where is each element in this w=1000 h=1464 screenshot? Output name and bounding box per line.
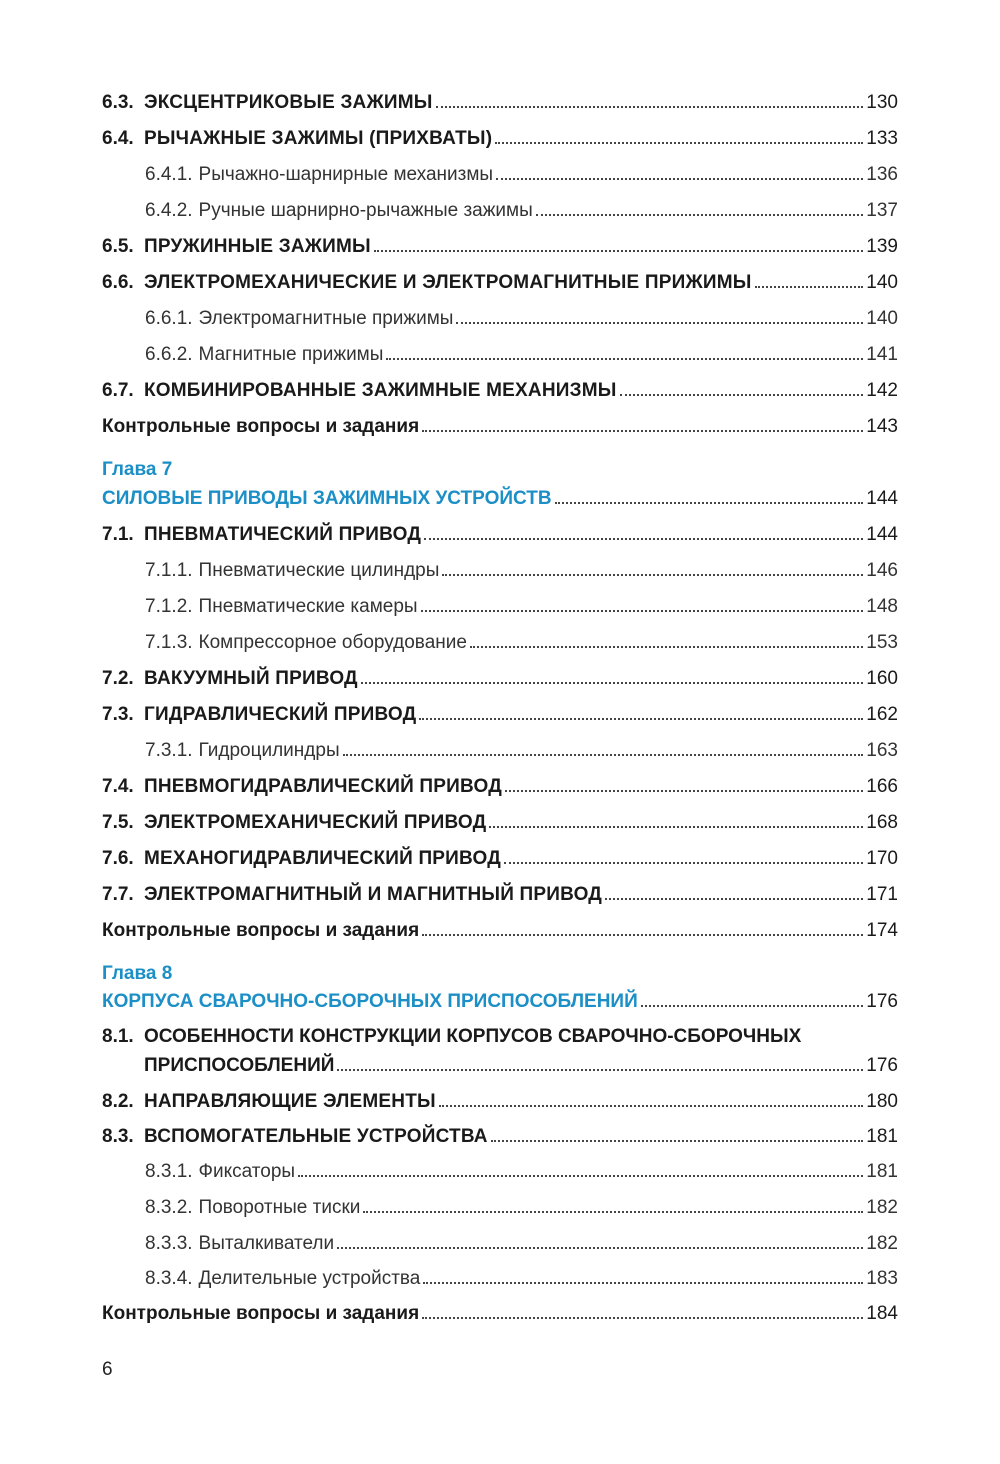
toc-entry-6-3[interactable] <box>102 91 898 115</box>
subsection-number: 8.3.4. <box>145 1268 193 1289</box>
section-number: 7.3. <box>102 704 134 725</box>
section-title: ГИДРАВЛИЧЕСКИЙ ПРИВОД <box>144 704 417 725</box>
page-ref: 181 <box>866 1161 898 1182</box>
dot-leader <box>491 1140 864 1142</box>
subsection-number: 8.3.3. <box>145 1233 193 1254</box>
dot-leader <box>423 1282 863 1284</box>
toc-entry-chapter-8[interactable] <box>102 990 898 1014</box>
page-ref: 146 <box>866 560 898 581</box>
section-title: МЕХАНОГИДРАВЛИЧЕСКИЙ ПРИВОД <box>144 848 501 869</box>
toc-entry-7-6[interactable] <box>102 847 898 871</box>
page-ref: 170 <box>866 848 898 869</box>
toc-entry-control-questions-7[interactable] <box>102 919 898 943</box>
dot-leader <box>442 574 863 576</box>
toc-entry-7-1-3[interactable] <box>145 631 898 655</box>
page-ref: 184 <box>866 1303 898 1324</box>
toc-entry-7-4[interactable] <box>102 775 898 799</box>
subsection-title: Выталкиватели <box>198 1233 335 1254</box>
section-number: 7.1. <box>102 524 134 545</box>
section-title: ВСПОМОГАТЕЛЬНЫЕ УСТРОЙСТВА <box>144 1126 488 1147</box>
toc-entry-6-6[interactable] <box>102 271 898 295</box>
dot-leader <box>363 1211 863 1213</box>
dot-leader <box>436 106 864 108</box>
subsection-number: 7.3.1. <box>145 740 193 761</box>
toc-entry-7-1[interactable] <box>102 523 898 547</box>
page-ref: 137 <box>866 200 898 221</box>
dot-leader <box>422 430 863 432</box>
subsection-title: Электромагнитные прижимы <box>198 308 454 329</box>
section-title: ЭЛЕКТРОМАГНИТНЫЙ И МАГНИТНЫЙ ПРИВОД <box>144 884 603 905</box>
section-number: 7.7. <box>102 884 134 905</box>
subsection-number: 8.3.2. <box>145 1197 193 1218</box>
section-number: 7.6. <box>102 848 134 869</box>
section-number: 6.4. <box>102 128 134 149</box>
chapter-title: СИЛОВЫЕ ПРИВОДЫ ЗАЖИМНЫХ УСТРОЙСТВ <box>102 488 552 509</box>
subsection-title: Пневматические цилиндры <box>198 560 440 581</box>
dot-leader <box>422 1317 863 1319</box>
entry-title: Контрольные вопросы и задания <box>102 920 420 941</box>
entry-title: Контрольные вопросы и задания <box>102 416 420 437</box>
dot-leader <box>755 286 864 288</box>
dot-leader <box>337 1247 863 1249</box>
chapter-7-label: Глава 7 <box>102 459 173 480</box>
dot-leader <box>298 1175 863 1177</box>
section-number: 6.5. <box>102 236 134 257</box>
subsection-number: 6.4.1. <box>145 164 193 185</box>
page-ref: 182 <box>866 1197 898 1218</box>
subsection-title: Поворотные тиски <box>198 1197 361 1218</box>
subsection-title: Магнитные прижимы <box>198 344 384 365</box>
subsection-title: Рычажно-шарнирные механизмы <box>198 164 494 185</box>
dot-leader <box>343 754 864 756</box>
toc-entry-8-3-1[interactable] <box>145 1160 898 1184</box>
toc-entry-7-2[interactable] <box>102 667 898 691</box>
section-title: НАПРАВЛЯЮЩИЕ ЭЛЕМЕНТЫ <box>144 1091 436 1112</box>
toc-entry-8-1-line1[interactable] <box>102 1025 801 1049</box>
section-title: РЫЧАЖНЫЕ ЗАЖИМЫ (ПРИХВАТЫ) <box>144 128 493 149</box>
dot-leader <box>504 862 863 864</box>
page-ref: 144 <box>866 488 898 509</box>
section-number: 6.3. <box>102 92 134 113</box>
page-ref: 153 <box>866 632 898 653</box>
dot-leader <box>620 394 864 396</box>
section-title: ЭЛЕКТРОМЕХАНИЧЕСКИЕ И ЭЛЕКТРОМАГНИТНЫЕ ПРИЖИМЫ <box>144 272 752 293</box>
section-number: 8.3. <box>102 1126 134 1147</box>
entry-title: Контрольные вопросы и задания <box>102 1303 420 1324</box>
toc-entry-6-5[interactable] <box>102 235 898 259</box>
dot-leader <box>422 934 863 936</box>
dot-leader <box>337 1069 863 1071</box>
page-ref: 136 <box>866 164 898 185</box>
dot-leader <box>374 250 863 252</box>
page-ref: 140 <box>866 272 898 293</box>
toc-entry-8-2[interactable] <box>102 1090 898 1114</box>
toc-entry-8-3-2[interactable] <box>145 1196 898 1220</box>
page-ref: 166 <box>866 776 898 797</box>
page-ref: 141 <box>866 344 898 365</box>
page-ref: 163 <box>866 740 898 761</box>
page-ref: 171 <box>866 884 898 905</box>
page-ref: 174 <box>866 920 898 941</box>
toc-entry-8-3[interactable] <box>102 1125 898 1149</box>
subsection-title: Гидроцилиндры <box>198 740 340 761</box>
subsection-number: 6.6.1. <box>145 308 193 329</box>
dot-leader <box>536 214 864 216</box>
page-ref: 176 <box>866 991 898 1012</box>
dot-leader <box>489 826 863 828</box>
dot-leader <box>605 898 863 900</box>
section-title: ЭЛЕКТРОМЕХАНИЧЕСКИЙ ПРИВОД <box>144 812 487 833</box>
page-ref: 183 <box>866 1268 898 1289</box>
section-title: ОСОБЕННОСТИ КОНСТРУКЦИИ КОРПУСОВ СВАРОЧНО-СБОРОЧНЫХ <box>144 1026 802 1047</box>
toc-entry-7-3[interactable] <box>102 703 898 727</box>
toc-entry-8-1-line2[interactable] <box>144 1054 898 1078</box>
subsection-title: Пневматические камеры <box>198 596 418 617</box>
dot-leader <box>439 1105 863 1107</box>
chapter-title: КОРПУСА СВАРОЧНО-СБОРОЧНЫХ ПРИСПОСОБЛЕНИЙ <box>102 991 638 1012</box>
section-number: 7.5. <box>102 812 134 833</box>
toc-entry-7-1-2[interactable] <box>145 595 898 619</box>
dot-leader <box>496 178 863 180</box>
dot-leader <box>555 502 864 504</box>
toc-entry-7-1-1[interactable] <box>145 559 898 583</box>
section-title-continuation: ПРИСПОСОБЛЕНИЙ <box>144 1055 335 1076</box>
toc-entry-6-4-1[interactable] <box>145 163 898 187</box>
dot-leader <box>470 646 863 648</box>
section-number: 7.2. <box>102 668 134 689</box>
toc-entry-chapter-7[interactable] <box>102 487 898 511</box>
toc-entry-control-questions-8[interactable] <box>102 1302 898 1326</box>
chapter-8-label: Глава 8 <box>102 963 173 984</box>
subsection-title: Фиксаторы <box>198 1161 296 1182</box>
toc-entry-7-3-1[interactable] <box>145 739 898 763</box>
dot-leader <box>424 538 863 540</box>
page-ref: 133 <box>866 128 898 149</box>
toc-entry-6-6-1[interactable] <box>145 307 898 331</box>
subsection-number: 8.3.1. <box>145 1161 193 1182</box>
subsection-title: Ручные шарнирно-рычажные зажимы <box>198 200 533 221</box>
dot-leader <box>641 1005 864 1007</box>
section-title: КОМБИНИРОВАННЫЕ ЗАЖИМНЫЕ МЕХАНИЗМЫ <box>144 380 617 401</box>
page-ref: 182 <box>866 1233 898 1254</box>
page-ref: 148 <box>866 596 898 617</box>
section-number: 7.4. <box>102 776 134 797</box>
section-title: ПНЕВМОГИДРАВЛИЧЕСКИЙ ПРИВОД <box>144 776 502 797</box>
section-number: 8.2. <box>102 1091 134 1112</box>
section-number: 8.1. <box>102 1026 134 1047</box>
subsection-number: 6.4.2. <box>145 200 193 221</box>
page-ref: 142 <box>866 380 898 401</box>
page-ref: 160 <box>866 668 898 689</box>
dot-leader <box>361 682 864 684</box>
dot-leader <box>505 790 863 792</box>
page-ref: 168 <box>866 812 898 833</box>
toc-entry-6-4[interactable] <box>102 127 898 151</box>
toc-entry-7-5[interactable] <box>102 811 898 835</box>
subsection-number: 7.1.3. <box>145 632 193 653</box>
page-ref: 181 <box>866 1126 898 1147</box>
subsection-title: Компрессорное оборудование <box>198 632 467 653</box>
page-ref: 144 <box>866 524 898 545</box>
toc-entry-8-3-4[interactable] <box>145 1267 898 1291</box>
page-number: 6 <box>102 1359 113 1380</box>
toc-entry-6-7[interactable] <box>102 379 898 403</box>
page-ref: 143 <box>866 416 898 437</box>
section-title: ПНЕВМАТИЧЕСКИЙ ПРИВОД <box>144 524 422 545</box>
toc-entry-6-6-2[interactable] <box>145 343 898 367</box>
dot-leader <box>456 322 863 324</box>
page-ref: 162 <box>866 704 898 725</box>
section-title: ЭКСЦЕНТРИКОВЫЕ ЗАЖИМЫ <box>144 92 433 113</box>
section-number: 6.6. <box>102 272 134 293</box>
page-ref: 130 <box>866 92 898 113</box>
toc-entry-7-7[interactable] <box>102 883 898 907</box>
section-title: ВАКУУМНЫЙ ПРИВОД <box>144 668 358 689</box>
toc-entry-8-3-3[interactable] <box>145 1232 898 1256</box>
section-number: 6.7. <box>102 380 134 401</box>
page-ref: 180 <box>866 1091 898 1112</box>
toc-entry-6-4-2[interactable] <box>145 199 898 223</box>
subsection-number: 7.1.2. <box>145 596 193 617</box>
dot-leader <box>386 358 863 360</box>
page-ref: 139 <box>866 236 898 257</box>
subsection-number: 6.6.2. <box>145 344 193 365</box>
dot-leader <box>419 718 863 720</box>
page-ref: 176 <box>866 1055 898 1076</box>
subsection-title: Делительные устройства <box>198 1268 421 1289</box>
toc-entry-control-questions-6[interactable] <box>102 415 898 439</box>
dot-leader <box>421 610 864 612</box>
subsection-number: 7.1.1. <box>145 560 193 581</box>
dot-leader <box>495 142 863 144</box>
page-ref: 140 <box>866 308 898 329</box>
section-title: ПРУЖИННЫЕ ЗАЖИМЫ <box>144 236 371 257</box>
